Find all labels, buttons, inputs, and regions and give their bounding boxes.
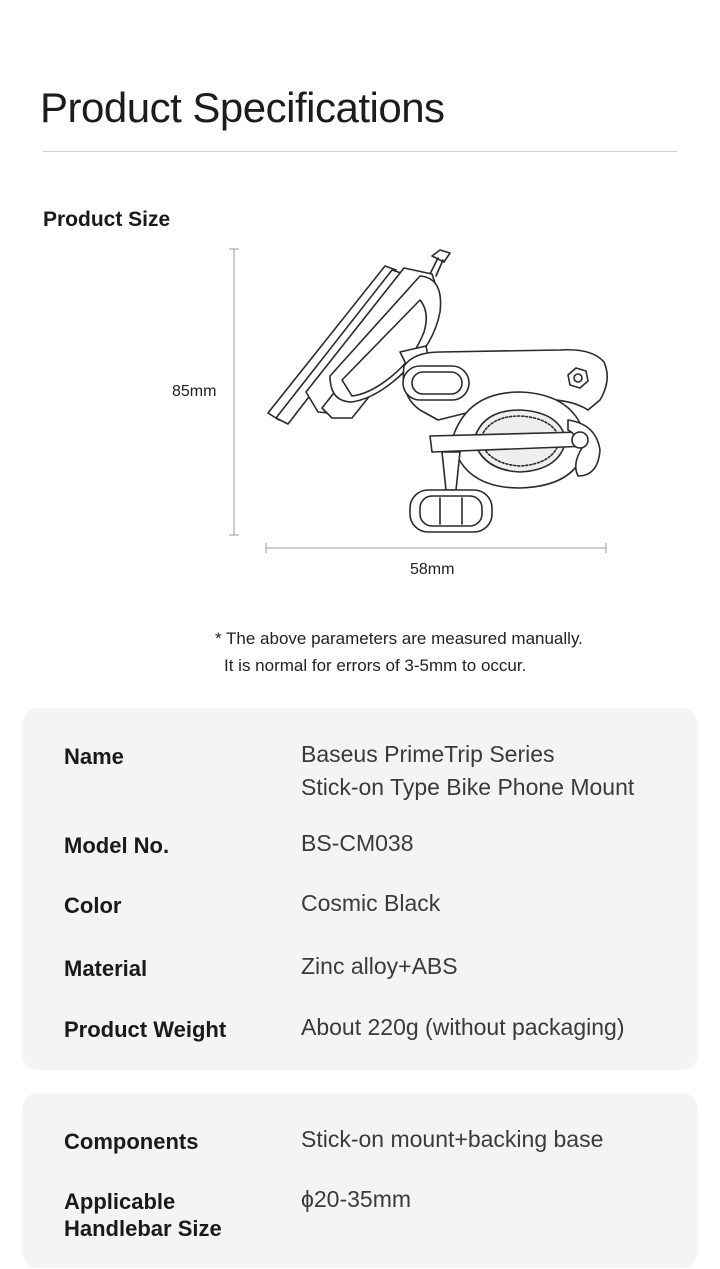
note-line-2: It is normal for errors of 3-5mm to occur.: [224, 656, 527, 675]
spec-label-line: Applicable: [64, 1189, 176, 1214]
product-size-heading: Product Size: [43, 208, 171, 231]
spec-label: [64, 1188, 222, 1242]
spec-label-line: Handlebar Size: [64, 1216, 222, 1241]
spec-value-line: BS-CM038: [301, 830, 414, 856]
spec-value-line: About 220g (without packaging): [301, 1014, 625, 1040]
spec-value: [301, 1011, 625, 1044]
spec-label: Model No.: [64, 833, 170, 858]
spec-label: Product Weight: [64, 1017, 227, 1042]
specs-card: [22, 708, 698, 1070]
spec-value: [301, 887, 440, 920]
spec-value: [301, 827, 413, 860]
width-label: 58mm: [410, 561, 455, 578]
spec-value-line: Stick-on Type Bike Phone Mount: [301, 774, 635, 800]
page-title: Product Specifications: [40, 84, 445, 131]
spec-value-line: Baseus PrimeTrip Series: [301, 741, 555, 767]
spec-value: [301, 1183, 411, 1216]
bike-mount-drawing: [268, 250, 607, 532]
spec-label: Name: [64, 744, 124, 769]
spec-value-line: Stick-on mount+backing base: [301, 1126, 604, 1152]
spec-label: Color: [64, 893, 122, 918]
measurement-note: [215, 625, 583, 679]
note-line-1: * The above parameters are measured manually.: [215, 629, 583, 648]
components-card: [22, 1093, 698, 1268]
spec-value-line: Zinc alloy+ABS: [301, 953, 458, 979]
height-label: 85mm: [172, 383, 217, 400]
spec-value: [301, 950, 458, 983]
height-dimension-line: [229, 249, 239, 535]
spec-value: [301, 1123, 603, 1156]
width-dimension-line: [266, 543, 606, 553]
spec-value: [301, 738, 634, 804]
spec-value-line: ϕ20-35mm: [301, 1186, 412, 1212]
spec-label: Components: [64, 1129, 199, 1154]
spec-label: Material: [64, 956, 148, 981]
spec-value-line: Cosmic Black: [301, 890, 441, 916]
